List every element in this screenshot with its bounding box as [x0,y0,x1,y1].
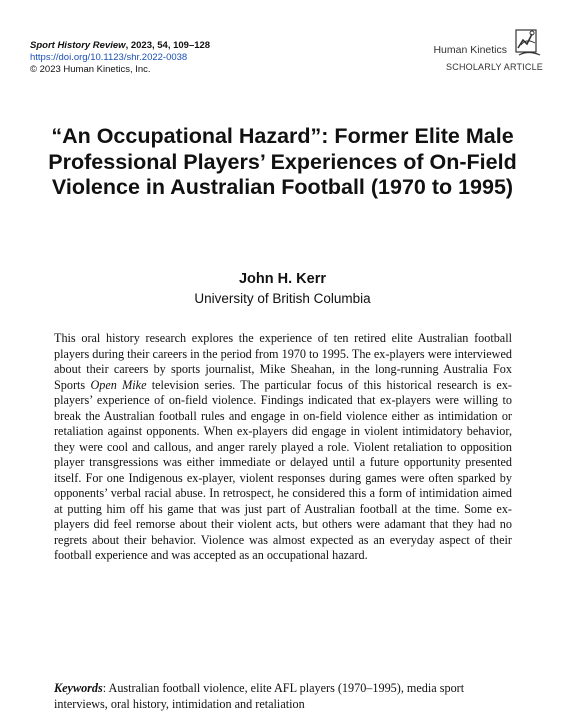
keywords [54,681,512,712]
abstract-text-part-2: television series. The particular focus of this historical research is ex-players’ experience of on-field violence. Findings indicated that ex-players were willing to break the Australian football rules and engage in on-field violence either as intimidation or retaliation against opponents. When ex-players did engage in violent intimidatory behavior, they were cool and callous, and anger rarely played a role. Violent retaliation to opposition player transgressions was either immediate or delayed until a future opportunity presented itself. For one Indigenous ex-player, violent responses during games were often sparked by opponents’ verbal racial abuse. In retrospect, he considered this a form of intimidation aimed at putting him off his game that was just part of Australian football at the time. Some ex-players did feel remorse about their violent acts, but others were adamant that they had no regrets about their behavior. Violence was almost expected as an everyday aspect of their football experience and was accepted as an occupational hazard. [54,377,512,562]
abstract [54,331,512,564]
keywords-list: Australian football violence, elite AFL players (1970–1995), media sport interviews, oral history, intimidation and retaliation [54,681,465,711]
human-kinetics-logo-icon [513,28,543,58]
abstract-text-part-1: This oral history research explores the experience of ten retired elite Australian football players during their careers in the period from 1970 to 1995. The ex-players were interviewed about their careers by sports journalist, Mike Sheahan, in the long-running Australia Fox Sports [54,331,512,392]
journal-name: Sport History Review [30,40,126,51]
journal-volume-pages: , 2023, 54, 109–128 [125,40,211,51]
article-type-label: SCHOLARLY ARTICLE [446,62,543,72]
copyright-notice: © 2023 Human Kinetics, Inc. [30,64,151,75]
keywords-colon: : [102,681,107,695]
journal-header [30,40,210,76]
doi-link[interactable]: https://doi.org/10.1123/shr.2022-0038 [30,52,188,63]
keywords-label: Keywords [54,681,103,695]
article-title: “An Occupational Hazard”: Former Elite Male Professional Players’ Experiences of On-Field Violence in Australian Football (1970 to 1995) [48,124,517,199]
abstract-series-title: Open Mike [90,377,147,392]
author-affiliation: University of British Columbia [194,291,371,306]
journal-citation [30,40,210,52]
publisher-block [433,28,543,72]
author-name: John H. Kerr [238,271,326,287]
publisher-name: Human Kinetics [433,44,507,56]
